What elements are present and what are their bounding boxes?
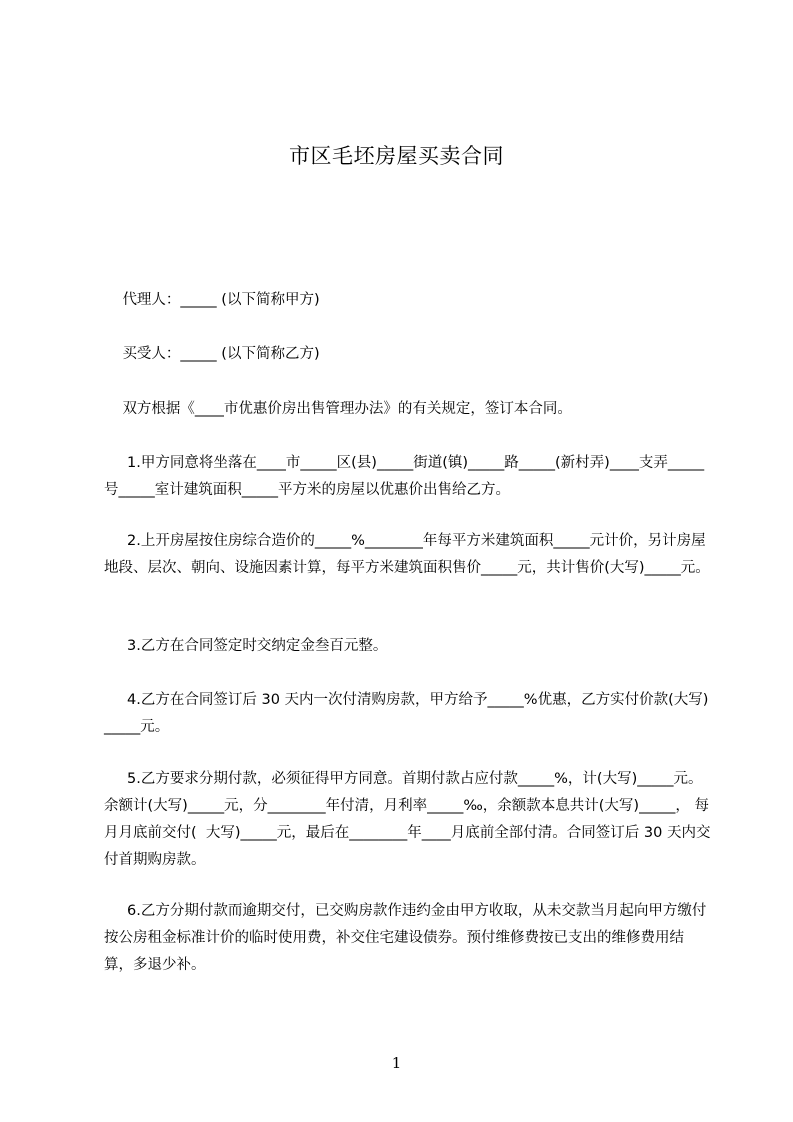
clause-1: 1.甲方同意将坐落在____市_____区(县)_____街道(镇)_____路_____(新村弄)____支弄_____号_____室计建筑面积_____平方米的房屋以优惠价出售给乙方。	[104, 455, 705, 498]
buyer-party-line: 买受人：_____ (以下简称乙方)	[104, 346, 320, 362]
page-number: 1	[391, 1054, 402, 1072]
document-title: 市区毛坯房屋买卖合同	[289, 144, 504, 168]
clause-5: 5.乙方要求分期付款，必须征得甲方同意。首期付款占应付款_____%，计(大写)_____元。余额计(大写)_____元，分________年付清，月利率_____‰，余额款本息共计(大写)_____， 每月月底前交付( 大写)_____元，最后在________年____月底前全部付清。合同签订后 30 天内交付首期购房款。	[104, 771, 711, 868]
clause-3: 3.乙方在合同签定时交纳定金叁百元整。	[104, 638, 388, 654]
preamble-paragraph: 双方根据《____市优惠价房出售管理办法》的有关规定，签订本合同。	[104, 401, 572, 417]
clause-2: 2.上开房屋按住房综合造价的_____%________年每平方米建筑面积_____元计价，另计房屋地段、层次、朝向、设施因素计算，每平方米建筑面积售价_____元，共计售价(大写)_____元。	[104, 533, 710, 576]
clause-4: 4.乙方在合同签订后 30 天内一次付清购房款，甲方给予_____%优惠，乙方实付价款(大写)_____元。	[104, 692, 709, 735]
agent-party-line: 代理人：_____ (以下简称甲方)	[104, 292, 320, 308]
clause-6: 6.乙方分期付款而逾期交付，已交购房款作违约金由甲方收取，从未交款当月起向甲方缴付按公房租金标准计价的临时使用费，补交住宅建设债券。预付维修费按已支出的维修费用结算，多退少补。	[104, 903, 707, 973]
